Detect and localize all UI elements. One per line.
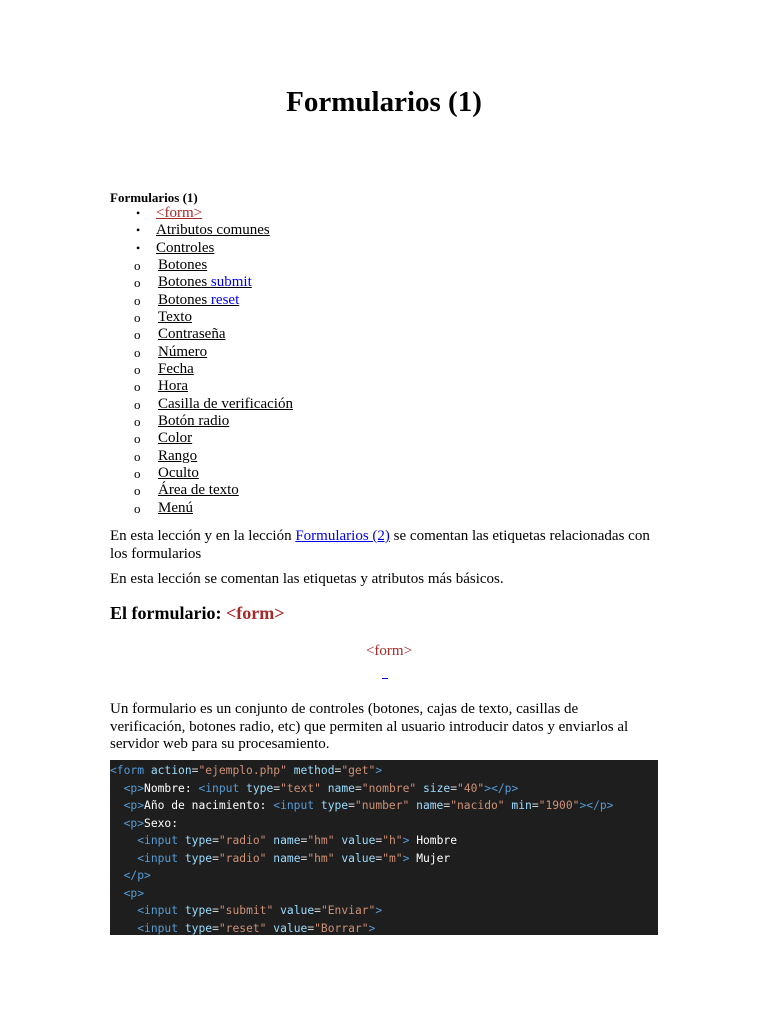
code-line: <input type="radio" name="hm" value="m"> Mujer (137, 851, 451, 865)
code-line: <p> (123, 886, 145, 900)
page-title: Formularios (1) (286, 86, 482, 118)
toc-link[interactable]: Hora (158, 378, 188, 395)
toc-link[interactable]: Botones reset (158, 291, 240, 308)
section-description: Un formulario es un conjunto de controles (botones, cajas de texto, casillas de verificación, botones radio, etc) que permiten al usuario introducir datos y enviarlos al servidor web para su procesamiento. (110, 701, 629, 752)
circle-bullet-icon: o (134, 309, 141, 325)
code-line: <p>Sexo: (123, 816, 179, 830)
toc-link[interactable]: Color (158, 430, 193, 447)
intro-text-end: se comentan las etiquetas relacionadas con los formularios (110, 528, 650, 562)
toc-link[interactable]: Botón radio (158, 412, 230, 429)
bullet-icon: • (136, 223, 141, 238)
anchor-link-mark[interactable] (382, 678, 388, 679)
code-line: </p> (123, 869, 151, 882)
toc-link[interactable]: Área de texto (158, 482, 239, 499)
circle-bullet-icon: o (134, 292, 141, 308)
section-heading-text: El formulario: (110, 603, 226, 623)
toc-link[interactable]: Menú (158, 499, 193, 516)
toc-link[interactable]: Texto (158, 308, 192, 325)
circle-bullet-icon: o (134, 379, 141, 395)
toc-link[interactable]: Fecha (158, 360, 194, 377)
toc-link-suffix: reset (210, 291, 240, 308)
code-line: <input type="reset" value="Borrar"> (137, 921, 376, 935)
code-line: <input type="radio" name="hm" value="h"> Hombre (137, 834, 458, 847)
circle-bullet-icon: o (134, 500, 141, 516)
code-line: <input type="submit" value="Enviar"> (137, 904, 383, 917)
toc-link[interactable]: Número (158, 343, 208, 360)
toc-heading: Formularios (1) (110, 190, 198, 205)
circle-bullet-icon: o (134, 344, 141, 360)
form-tag-caption: <form> (365, 643, 413, 659)
circle-bullet-icon: o (134, 361, 141, 377)
circle-bullet-icon: o (134, 448, 141, 464)
bullet-icon: • (136, 206, 141, 220)
circle-bullet-icon: o (134, 413, 141, 429)
circle-bullet-icon: o (134, 465, 141, 481)
toc-link[interactable]: Oculto (158, 464, 199, 481)
toc-link[interactable]: Contraseña (158, 326, 226, 343)
code-line: <form action="ejemplo.php" method="get"> (110, 764, 383, 777)
circle-bullet-icon: o (134, 275, 141, 291)
circle-bullet-icon: o (134, 257, 141, 273)
toc-link[interactable]: Controles (156, 239, 215, 256)
section-heading-tag: <form> (225, 603, 285, 623)
bullet-icon: • (136, 240, 141, 255)
circle-bullet-icon: o (134, 483, 141, 499)
code-block (110, 760, 658, 935)
circle-bullet-icon: o (134, 431, 141, 447)
code-line: <p>Nombre: <input type="text" name="nombre" size="40"></p> (123, 781, 519, 795)
toc-link-suffix: submit (210, 274, 252, 291)
intro-text: En esta lección y en la lección (110, 528, 296, 544)
formularios-2-link[interactable]: Formularios (2) (295, 528, 390, 544)
intro-paragraph (110, 528, 650, 563)
code-line: <p>Año de nacimiento: <input type="number" name="nacido" min="1900"></p> (123, 799, 614, 812)
toc-link[interactable]: Casilla de verificación (158, 395, 293, 412)
toc-link[interactable]: Botones (158, 256, 208, 273)
circle-bullet-icon: o (134, 396, 141, 412)
circle-bullet-icon: o (134, 327, 141, 343)
toc-link[interactable]: Botones submit (158, 274, 252, 291)
toc-link[interactable]: Rango (158, 447, 198, 464)
toc-link[interactable]: <form> (156, 205, 203, 221)
section-heading (110, 603, 284, 624)
toc-link[interactable]: Atributos comunes (156, 222, 270, 239)
intro-second-paragraph: En esta lección se comentan las etiquetas y atributos más básicos. (110, 571, 504, 587)
